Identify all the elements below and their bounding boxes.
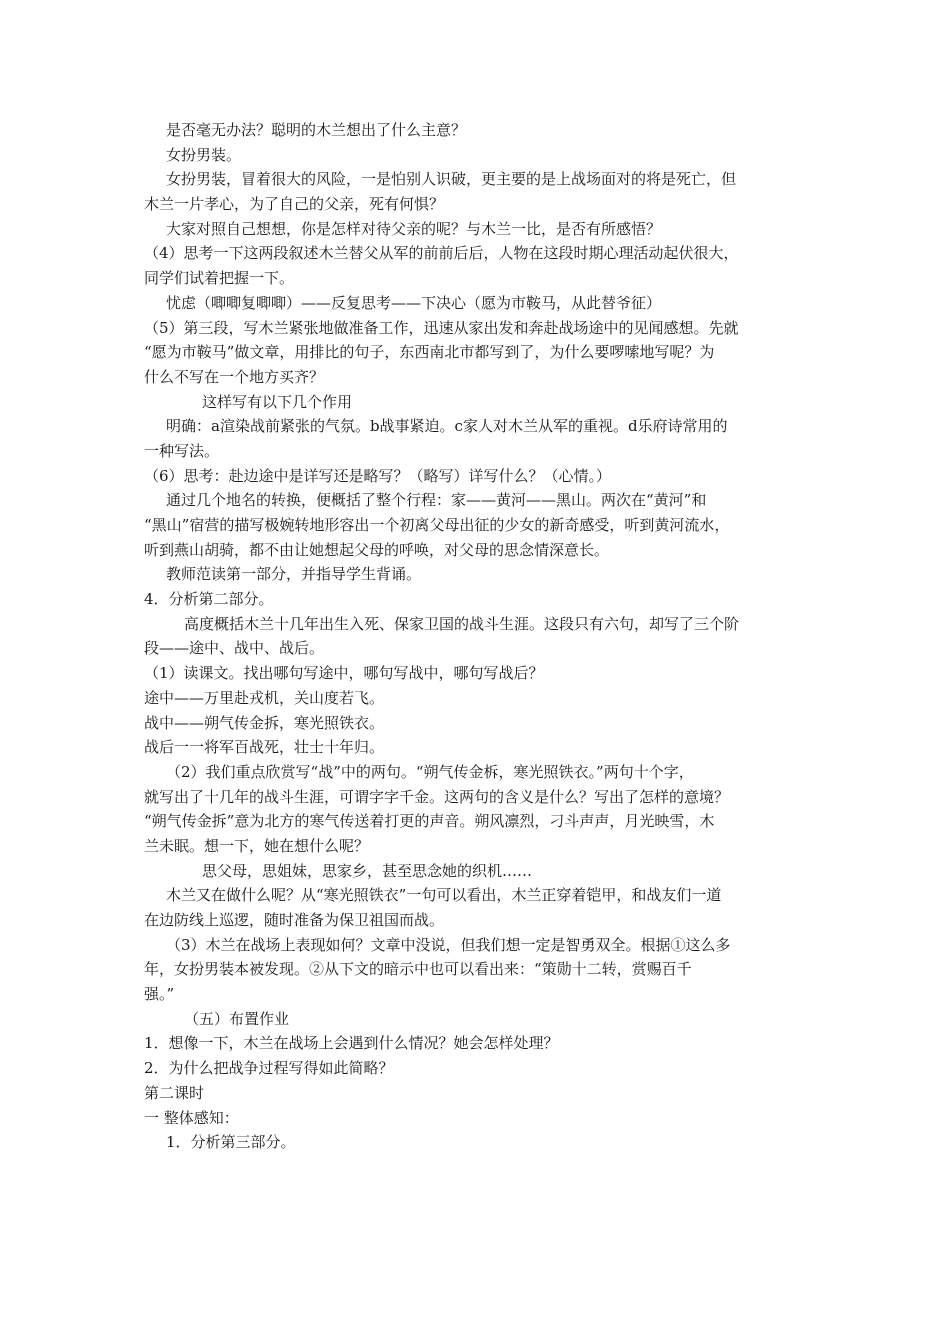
text-line: （五）布置作业 <box>184 1009 290 1028</box>
text-line: 战中——朔气传金拆，寒光照铁衣。 <box>144 713 385 732</box>
text-line: 一 整体感知： <box>144 1108 239 1127</box>
text-line: 强。” <box>144 985 175 1004</box>
text-line: 途中——万里赴戎机，关山度若飞。 <box>144 688 385 707</box>
text-line: 一种写法。 <box>144 441 220 460</box>
text-line: （1）读课文。找出哪句写途中，哪句写战中，哪句写战后？ <box>144 664 544 683</box>
text-line: 这样写有以下几个作用 <box>202 392 353 411</box>
text-line: 在边防线上巡逻，随时准备为保卫祖国而战。 <box>144 911 445 929</box>
text-line: “黑山”宿营的描写极婉转地形容出一个初离父母出征的少女的新奇感受，听到黄河流水， <box>144 516 730 534</box>
text-line: 女扮男装，冒着很大的风险，一是怕别人识破，更主要的是上战场面对的将是死亡，但 <box>166 170 737 189</box>
text-line: （5）第三段，写木兰紧张地做准备工作，迅速从家出发和奔赴战场途中的见闻感想。先就 <box>144 318 739 337</box>
text-line: 大家对照自己想想，你是怎样对待父亲的呢？与木兰一比，是否有所感悟？ <box>166 219 662 238</box>
text-line: 是否毫无办法？聪明的木兰想出了什么主意？ <box>166 121 467 139</box>
text-line: 忧虑（唧唧复唧唧）——反复思考——下决心（愿为市鞍马，从此替爷征） <box>166 293 662 312</box>
text-line: 什么不写在一个地方买齐？ <box>144 367 325 386</box>
text-line: 高度概括木兰十几年出生入死、保家卫国的战斗生涯。这段只有六句，却写了三个阶 <box>184 614 740 633</box>
text-line: 听到燕山胡骑，都不由让她想起父母的呼唤，对父母的思念情深意长。 <box>144 540 610 559</box>
text-line: 思父母，思姐妹，思家乡，甚至思念她的织机…… <box>202 861 533 880</box>
text-line: 1．分析第三部分。 <box>166 1133 296 1152</box>
text-line: 教师范读第一部分，并指导学生背诵。 <box>166 565 422 584</box>
document-body <box>144 118 814 1155</box>
text-line: 同学们试着把握一下。 <box>144 269 295 288</box>
text-line: （6）思考：赴边途中是详写还是略写？（略写）详写什么？（心情。） <box>144 466 612 485</box>
text-line: 年，女扮男装本被发现。②从下文的暗示中也可以看出来：“策勋十二转，赏赐百千 <box>144 960 692 979</box>
text-line: 就写出了十几年的战斗生涯，可谓字字千金。这两句的含义是什么？写出了怎样的意境？ <box>144 787 730 806</box>
text-line: （4）思考一下这两段叙述木兰替父从军的前前后后，人物在这段时期心理活动起伏很大， <box>144 244 739 263</box>
text-line: “朔气传金拆”意为北方的寒气传送着打更的声音。朔风凛烈，刁斗声声，月光映雪，木 <box>144 812 715 831</box>
text-line: 1．想像一下，木兰在战场上会遇到什么情况？她会怎样处理？ <box>144 1034 559 1053</box>
text-line: 4．分析第二部分。 <box>144 590 274 609</box>
text-line: 通过几个地名的转换，便概括了整个行程：家——黄河——黑山。两次在“黄河”和 <box>166 491 707 510</box>
text-line: 战后一一将军百战死，壮士十年归。 <box>144 738 385 757</box>
text-line: “愿为市鞍马”做文章，用排比的句子，东西南北市都写到了，为什么要啰嗦地写呢？为 <box>144 343 715 362</box>
text-line: 段——途中、战中、战后。 <box>144 639 325 658</box>
text-line: 木兰又在做什么呢？从“寒光照铁衣”一句可以看出，木兰正穿着铠甲，和战友们一道 <box>166 886 722 905</box>
text-line: 2．为什么把战争过程写得如此简略？ <box>144 1059 394 1078</box>
text-line: 兰未眠。想一下，她在想什么呢？ <box>144 836 370 855</box>
text-line: 木兰一片孝心，为了自己的父亲，死有何惧？ <box>144 195 445 214</box>
text-line: （2）我们重点欣赏写“战”中的两句。“朔气传金柝，寒光照铁衣。”两句十个字， <box>166 762 694 781</box>
text-line: （3）木兰在战场上表现如何？文章中没说，但我们想一定是智勇双全。根据①这么多 <box>166 935 731 954</box>
text-line: 明确：a渲染战前紧张的气氛。b战事紧迫。c家人对木兰从军的重视。d乐府诗常用的 <box>166 417 728 436</box>
text-line: 女扮男装。 <box>166 145 242 164</box>
text-line: 第二课时 <box>144 1083 205 1102</box>
